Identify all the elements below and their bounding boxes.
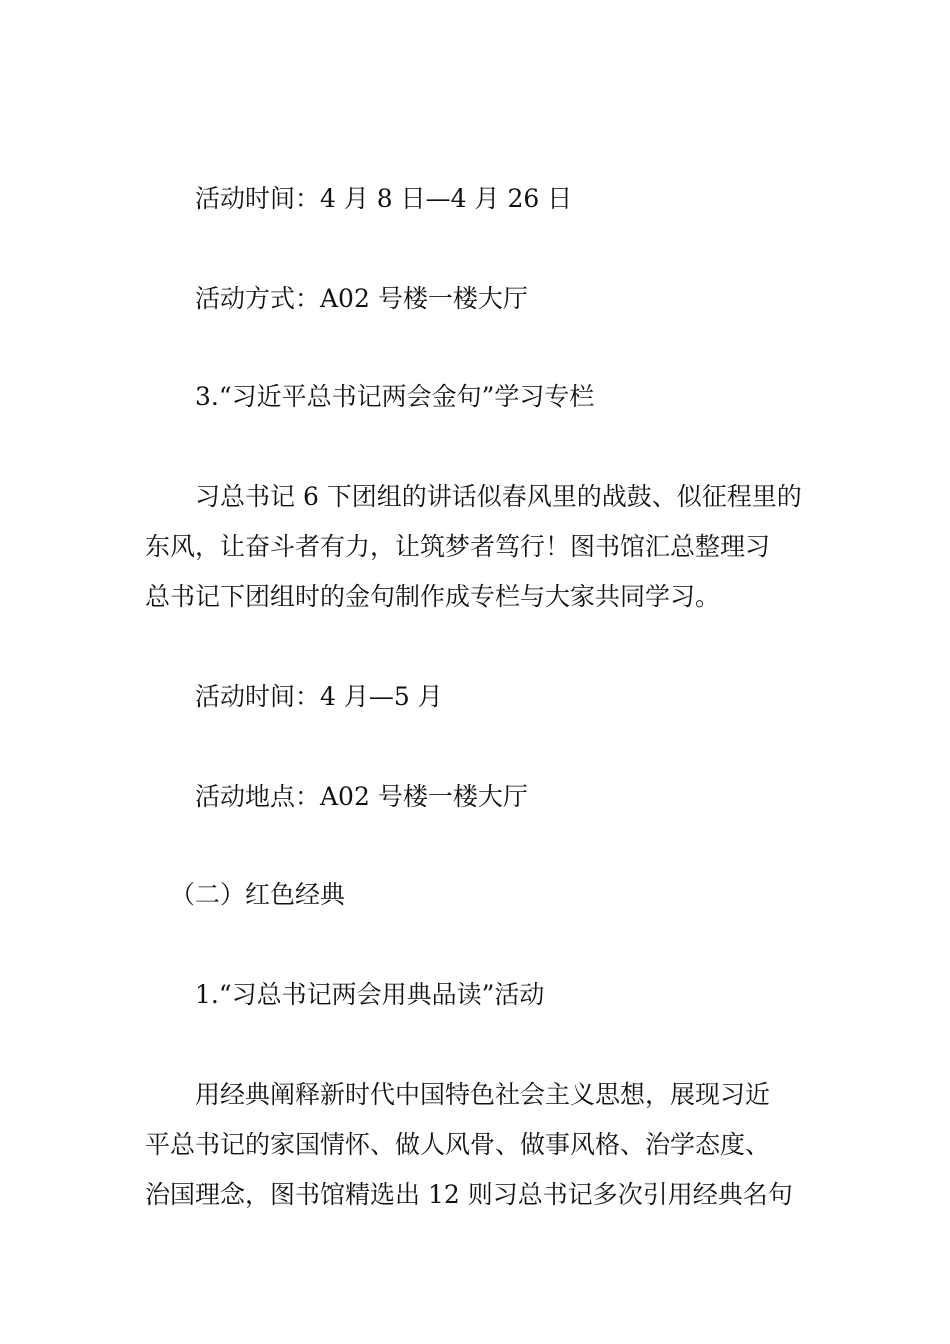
activity-time-1: 活动时间：4 月 8 日—4 月 26 日	[195, 184, 573, 213]
activity-method: 活动方式：A02 号楼一楼大厅	[195, 284, 528, 313]
section-heading-2: （二）红色经典	[170, 880, 346, 909]
activity-location: 活动地点：A02 号楼一楼大厅	[195, 782, 528, 811]
paragraph-2-line-2: 平总书记的家国情怀、做人风骨、做事风格、治学态度、	[145, 1130, 771, 1159]
activity-time-2: 活动时间：4 月—5 月	[195, 682, 443, 711]
subsection-heading-1: 1.“习总书记两会用典品读”活动	[195, 980, 545, 1009]
paragraph-2-line-3: 治国理念，图书馆精选出 12 则习总书记多次引用经典名句	[145, 1180, 793, 1209]
paragraph-1-line-3: 总书记下团组时的金句制作成专栏与大家共同学习。	[145, 582, 721, 611]
paragraph-2-line-1: 用经典阐释新时代中国特色社会主义思想，展现习近	[195, 1080, 771, 1109]
paragraph-1-line-1: 习总书记 6 下团组的讲话似春风里的战鼓、似征程里的	[195, 482, 802, 511]
section-heading-3: 3.“习近平总书记两会金句”学习专栏	[195, 382, 595, 411]
paragraph-1-line-2: 东风，让奋斗者有力，让筑梦者笃行！图书馆汇总整理习	[145, 532, 771, 561]
